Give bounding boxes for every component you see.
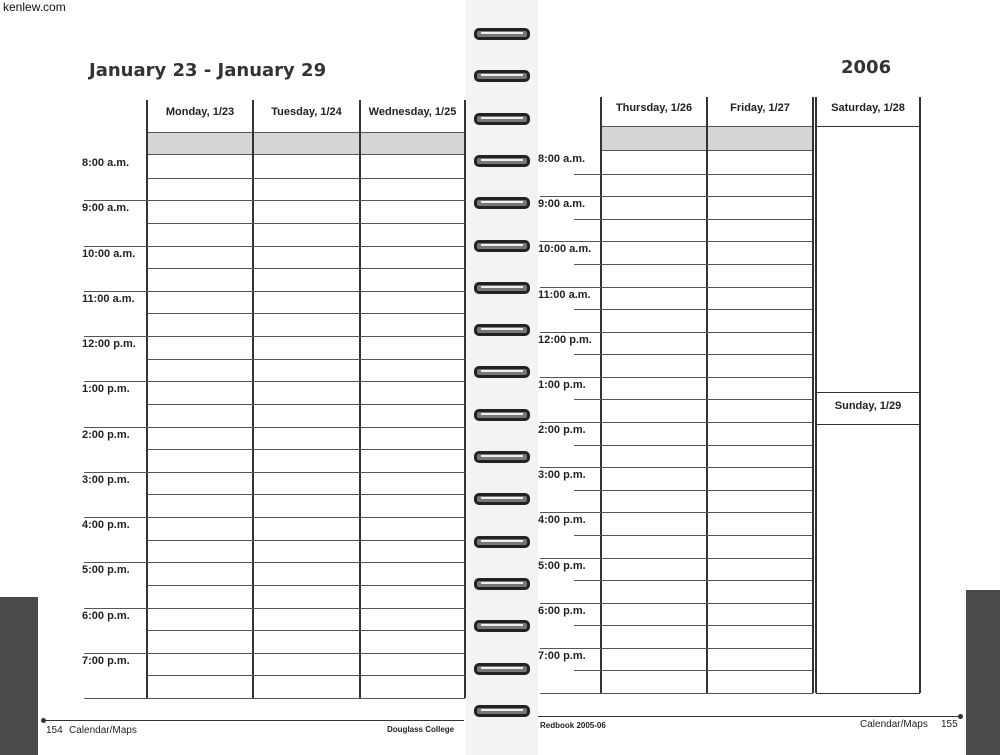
time-slot-line — [147, 449, 465, 450]
time-slot-line — [540, 241, 813, 242]
footer-rule-left — [44, 720, 464, 721]
footer-rule-right — [538, 716, 960, 717]
spiral-ring — [474, 366, 530, 378]
time-label-right: 6:00 p.m. — [538, 604, 586, 617]
right-page-number: 155 — [941, 719, 958, 730]
time-slot-line — [574, 399, 813, 400]
time-label-right: 8:00 a.m. — [538, 153, 586, 165]
spiral-ring — [474, 324, 530, 336]
time-slot-line — [84, 517, 465, 518]
time-slot-line — [84, 246, 465, 247]
time-slot-line — [84, 291, 465, 292]
time-label-left: 3:00 p.m. — [82, 473, 130, 486]
day-header-left: Wednesday, 1/25 — [368, 106, 457, 118]
time-label-right: 9:00 a.m. — [538, 198, 586, 211]
time-label-right: 10:00 a.m. — [538, 243, 592, 256]
spiral-ring — [474, 536, 530, 548]
time-label-left: 1:00 p.m. — [82, 383, 130, 396]
spiral-ring — [474, 663, 530, 675]
time-slot-line — [147, 359, 465, 360]
time-slot-line — [540, 287, 813, 288]
shaded-cell — [707, 126, 813, 151]
sunday-header: Sunday, 1/29 — [834, 400, 902, 412]
left-page-number: 154 — [46, 725, 63, 736]
right-edge-block — [966, 590, 1000, 755]
left-footer-section: Calendar/Maps — [69, 725, 137, 736]
time-label-right: 5:00 p.m. — [538, 559, 586, 572]
time-slot-line — [574, 445, 813, 446]
time-slot-line — [84, 427, 465, 428]
time-slot-line — [540, 467, 813, 468]
time-label-left: 10:00 a.m. — [82, 247, 136, 260]
time-slot-line — [540, 512, 813, 513]
spiral-ring — [474, 197, 530, 209]
time-slot-line — [574, 490, 813, 491]
time-slot-line — [147, 494, 465, 495]
time-slot-line — [574, 670, 813, 671]
time-label-left: 9:00 a.m. — [82, 202, 130, 215]
time-label-left: 2:00 p.m. — [82, 428, 130, 441]
time-slot-line — [574, 580, 813, 581]
time-slot-line — [147, 675, 465, 676]
weekend-line — [816, 392, 920, 393]
time-slot-line — [540, 558, 813, 559]
time-slot-line — [147, 223, 465, 224]
time-label-right: 7:00 p.m. — [538, 649, 586, 662]
spiral-ring — [474, 113, 530, 125]
time-slot-line — [540, 603, 813, 604]
time-slot-line — [540, 377, 813, 378]
time-slot-line — [147, 313, 465, 314]
time-slot-line — [84, 698, 465, 699]
weekend-right-border — [919, 97, 921, 693]
time-label-right: 12:00 p.m. — [538, 333, 592, 346]
time-label-right: 3:00 p.m. — [538, 469, 586, 482]
day-header-right: Thursday, 1/26 — [615, 102, 693, 114]
time-slot-line — [147, 404, 465, 405]
time-label-right: 1:00 p.m. — [538, 378, 586, 391]
time-slot-line — [147, 630, 465, 631]
time-slot-line — [540, 648, 813, 649]
year-title: 2006 — [841, 57, 892, 78]
time-label-left: 5:00 p.m. — [82, 564, 130, 577]
time-label-right: 11:00 a.m. — [538, 288, 591, 301]
day-header-right: Friday, 1/27 — [730, 102, 790, 114]
left-edge-block — [0, 597, 38, 755]
watermark-text: kenlew.com — [3, 0, 66, 14]
spiral-ring — [474, 28, 530, 40]
day-header-left: Monday, 1/23 — [165, 106, 235, 118]
spiral-ring — [474, 578, 530, 590]
weekend-line — [816, 126, 920, 127]
time-slot-line — [540, 693, 813, 694]
weekend-line — [816, 424, 920, 425]
shaded-cell — [601, 126, 707, 151]
right-footer-section: Calendar/Maps — [860, 719, 928, 730]
weekend-line — [816, 693, 920, 694]
day-header-left: Tuesday, 1/24 — [271, 106, 342, 118]
spiral-ring — [474, 620, 530, 632]
left-footer-publisher: Douglass College — [387, 725, 455, 734]
time-slot-line — [84, 472, 465, 473]
time-slot-line — [84, 336, 465, 337]
spiral-ring — [474, 493, 530, 505]
shaded-cell — [147, 132, 253, 155]
shaded-cell — [253, 132, 360, 155]
time-slot-line — [574, 354, 813, 355]
time-slot-line — [574, 174, 813, 175]
spiral-ring — [474, 705, 530, 717]
spiral-ring — [474, 240, 530, 252]
time-slot-line — [574, 219, 813, 220]
spiral-ring — [474, 282, 530, 294]
time-label-left: 7:00 p.m. — [82, 654, 130, 667]
time-slot-line — [84, 608, 465, 609]
time-slot-line — [84, 200, 465, 201]
spiral-ring — [474, 451, 530, 463]
time-slot-line — [84, 381, 465, 382]
time-slot-line — [540, 332, 813, 333]
time-slot-line — [147, 268, 465, 269]
time-label-right: 2:00 p.m. — [538, 424, 586, 436]
footer-dot-right — [958, 714, 963, 719]
time-label-left: 8:00 a.m. — [82, 157, 130, 169]
time-slot-line — [147, 540, 465, 541]
weekend-divider — [815, 97, 817, 693]
time-label-left: 4:00 p.m. — [82, 519, 130, 531]
spiral-ring — [474, 155, 530, 167]
time-slot-line — [574, 309, 813, 310]
day-header-right: Saturday, 1/28 — [831, 102, 905, 114]
time-slot-line — [84, 653, 465, 654]
spiral-ring — [474, 70, 530, 82]
time-slot-line — [540, 196, 813, 197]
time-slot-line — [574, 625, 813, 626]
week-title: January 23 - January 29 — [89, 60, 327, 81]
time-slot-line — [574, 264, 813, 265]
time-label-left: 6:00 p.m. — [82, 609, 130, 622]
time-slot-line — [147, 178, 465, 179]
time-slot-line — [147, 585, 465, 586]
time-slot-line — [84, 562, 465, 563]
time-slot-line — [540, 422, 813, 423]
spiral-ring — [474, 409, 530, 421]
time-slot-line — [574, 535, 813, 536]
right-footer-edition: Redbook 2005-06 — [540, 721, 606, 730]
time-label-right: 4:00 p.m. — [538, 514, 586, 527]
shaded-cell — [360, 132, 465, 155]
time-label-left: 11:00 a.m. — [82, 292, 135, 305]
time-label-left: 12:00 p.m. — [82, 338, 136, 350]
